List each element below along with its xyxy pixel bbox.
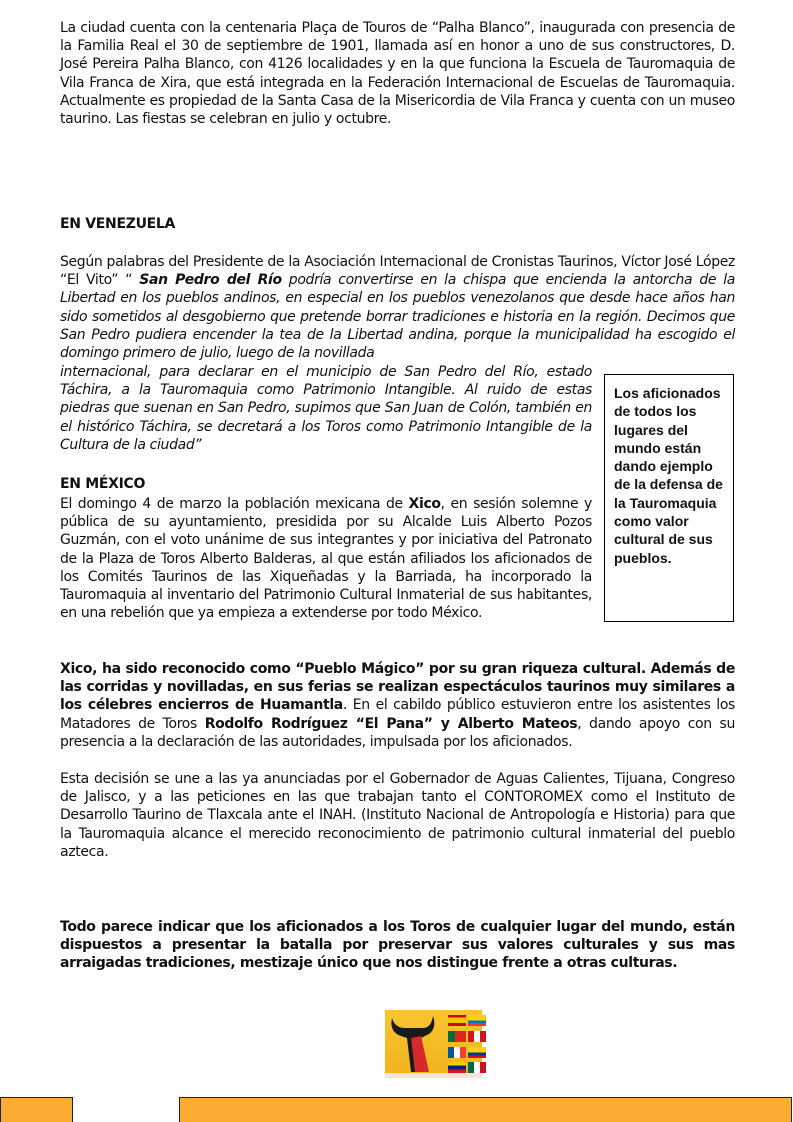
heading-venezuela: EN VENEZUELA xyxy=(60,216,176,232)
flag-portugal-icon xyxy=(448,1031,466,1042)
mexico-matadores: Rodolfo Rodríguez “El Pana” y Alberto Mateos xyxy=(204,715,578,732)
heading-mexico: EN MÉXICO xyxy=(60,476,146,492)
mexico-p2-text: . En el cabildo público estuvieron entre los asistentes los Matadores de Toros xyxy=(60,697,735,732)
flag-colombia-icon xyxy=(468,1047,486,1058)
footer-bar-left xyxy=(0,1097,73,1122)
flag-peru-icon xyxy=(468,1031,486,1042)
paragraph-mexico-2 xyxy=(60,660,735,751)
flag-ecuador-icon xyxy=(468,1015,486,1026)
venezuela-intro: Según palabras del Presidente de la Asociación Internacional de Cronistas Taurinos, Víctor José López “El Vito” “ xyxy=(60,254,735,289)
venezuela-place: San Pedro del Río xyxy=(139,272,282,289)
paragraph-mexico-1 xyxy=(60,495,592,622)
flag-venezuela-icon xyxy=(448,1062,466,1073)
paragraph-venezuela xyxy=(60,253,735,362)
mexico-xico: Xico xyxy=(408,496,441,512)
paragraph-palha-blanco: La ciudad cuenta con la centenaria Plaça de Touros de “Palha Blanco”, inaugurada con presencia de la Familia Real el 30 de septiembre de 1901, llamada así en honor a uno de sus constructores, D. José Pereira Palha Blanco, con 4126 localidades y en la que funciona la Escuela de Tauromaquia de Vila Franca de Xira, que está integrada en la Federación Internacional de Escuelas de Tauromaquia. Actualmente es propiedad de la Santa Casa de la Misericordia de Vila Franca y cuenta con un museo taurino. Las fiestas se celebran en julio y octubre. xyxy=(60,20,735,128)
callout-box: Los aficionados de todos los lugares del mundo están dando ejemplo de la defensa de la Tauromaquia como valor cultural de sus pueblos. xyxy=(604,374,734,622)
mexico-p2-bold: Xico, ha sido reconocido como “Pueblo Mágico” por su gran riqueza cultural. Además de las corridas y novilladas, en sus ferias se realizan espectáculos taurinos muy similares a los célebres encierros de Huamantla xyxy=(60,661,735,714)
flag-spain-icon xyxy=(448,1015,466,1026)
venezuela-quote-1: podría convertirse en la chispa que encienda la antorcha de la Libertad en los pueblos andinos, en especial en los pueblos venezolanos que desde hace años han sido sometidos al desgobierno que pretende borrar tradiciones e historia en la región. Decimos que San Pedro pudiera encender la tea de la Libertad andina, porque la municipalidad ha escogido el domingo primero de julio, luego de la novillada xyxy=(60,272,735,362)
mexico-p1-text: El domingo 4 de marzo la población mexicana de xyxy=(60,496,409,512)
mexico-p1-rest: , en sesión solemne y pública de su ayuntamiento, presidida por su Alcalde Luis Alberto Pozos Guzmán, con el voto unánime de sus integrantes y por iniciativa del Patronato de la Plaza de Toros Alberto Balderas, al que están afiliados los aficionados de los Comités Taurinos de las Xiqueñadas y la Barriada, ha incorporado la Tauromaquia al inventario del Patrimonio Cultural Inmaterial de sus habitantes, en una rebelión que ya empieza a extenderse por todo México. xyxy=(60,496,592,622)
paragraph-conclusion: Todo parece indicar que los aficionados a los Toros de cualquier lugar del mundo, están dispuestos a presentar la batalla por preservar sus valores culturales y sus mas arraigadas tradiciones, mestizaje único que nos distingue frente a otras culturas. xyxy=(60,919,735,972)
flag-france-icon xyxy=(448,1047,466,1058)
mexico-p2-rest: , dando apoyo con su presencia a la declaración de las autoridades, impulsada por los aficionados. xyxy=(60,715,736,750)
flag-mexico-icon xyxy=(468,1062,486,1073)
paragraph-venezuela-cont: internacional, para declarar en el municipio de San Pedro del Río, estado Táchira, a la Tauromaquia como Patrimonio Intangible. Al ruido de estas piedras que suenan en San Pedro, supimos que San Juan de Colón, también en el histórico Táchira, se decretará a los Toros como Patrimonio Intangible de la Cultura de la ciudad” xyxy=(60,364,592,453)
footer-bar-right xyxy=(179,1097,792,1122)
paragraph-mexico-3: Esta decisión se une a las ya anunciadas por el Gobernador de Aguas Calientes, Tijuana, Congreso de Jalisco, y a las peticiones en las que trabajan tanto el CONTOROMEX como el Instituto de Desarrollo Taurino de Tlaxcala ante el INAH. (Instituto Nacional de Antropología e Historia) para que la Tauromaquia alcance el merecido reconocimiento de patrimonio cultural inmaterial del pueblo azteca. xyxy=(60,771,735,860)
bull-cape-with-flags-icon xyxy=(385,1010,482,1078)
